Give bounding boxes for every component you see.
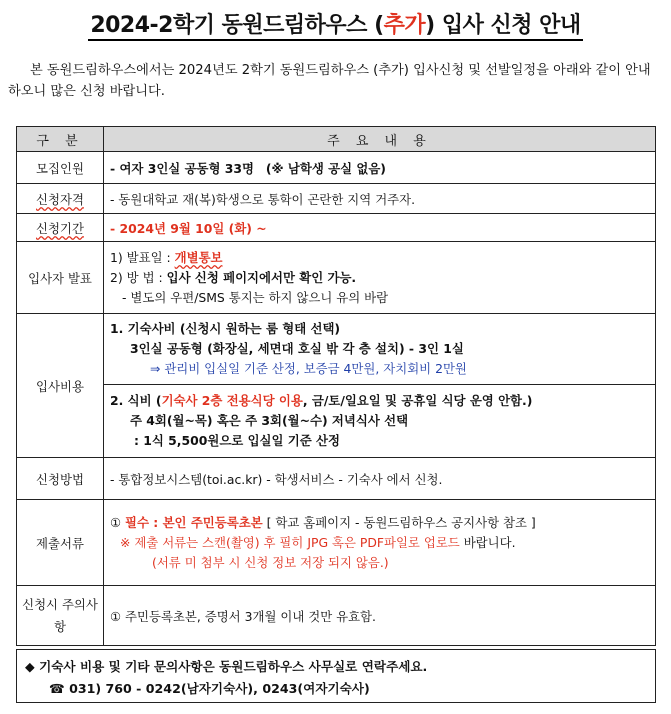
fee-item2-red: 기숙사 2층 전용식당 이용	[161, 393, 303, 408]
title-suffix: ) 입사 신청 안내	[425, 13, 581, 38]
title-prefix: 2024-2학기 동원드림하우스 (	[90, 13, 384, 38]
documents-upload-note: ※ 제출 서류는 스캔(촬영) 후 필히 JPG 혹은 PDF파일로 업로드	[120, 534, 460, 550]
recruit-note: (※ 남학생 공실 없음)	[265, 160, 386, 176]
contact-box	[16, 649, 656, 703]
announce-method-label: 2) 방 법 :	[110, 269, 167, 285]
fee-item1-note: ⇒ 관리비 입실일 기준 산정, 보증금 4만원, 자치회비 2만원	[150, 361, 467, 376]
announce-note: - 별도의 우편/SMS 통지는 하지 않으니 유의 바람	[122, 289, 389, 305]
row-value-announce	[104, 242, 656, 314]
recruit-main: - 여자 3인실 공동형 33명	[110, 160, 255, 176]
table-header-row	[17, 127, 656, 152]
table-row	[17, 458, 656, 500]
title-highlight: 추가	[383, 13, 426, 38]
table-row	[17, 586, 656, 646]
row-value-fee-dorm	[104, 314, 656, 385]
table-row	[17, 152, 656, 184]
row-value-fee-meal	[104, 385, 656, 458]
header-content: 주 요 내 용	[104, 127, 656, 152]
table-row	[17, 214, 656, 242]
table-row	[17, 184, 656, 214]
table-row	[17, 385, 656, 458]
contact-phone: ☎ 031) 760 - 0242(남자기숙사), 0243(여자기숙사)	[49, 681, 370, 696]
page-title	[0, 8, 671, 39]
table-row	[17, 242, 656, 314]
header-category: 구 분	[17, 127, 104, 152]
documents-required: 필수 : 본인 주민등록초본	[125, 514, 263, 530]
fee-item1-detail: 3인실 공동형 (화장실, 세면대 호실 밖 각 층 설치) - 3인 1실	[130, 341, 464, 356]
announce-date-value: 개별통보	[174, 249, 223, 265]
row-value-recruit	[104, 152, 656, 184]
contact-line1: ◆ 기숙사 비용 및 기타 문의사항은 동원드림하우스 사무실로 연락주세요.	[25, 659, 428, 674]
fee-item1-title: 1. 기숙사비 (신청시 원하는 룸 형태 선택)	[110, 321, 341, 336]
fee-item2-prefix: 2. 식비 (	[110, 393, 162, 408]
row-label-announce: 입사자 발표	[17, 242, 104, 314]
table-row	[17, 500, 656, 586]
fee-item2-line3: : 1식 5,500원으로 입실일 기준 산정	[134, 433, 341, 448]
row-label-qualification: 신청자격	[17, 184, 104, 214]
row-value-period: - 2024년 9월 10일 (화) ~	[104, 214, 656, 242]
row-label-recruit: 모집인원	[17, 152, 104, 184]
row-value-method: - 통합정보시스템(toi.ac.kr) - 학생서비스 - 기숙사 에서 신청.	[104, 458, 656, 500]
row-value-caution: ① 주민등록초본, 증명서 3개월 이내 것만 유효함.	[104, 586, 656, 646]
announce-method-value: 입사 신청 페이지에서만 확인 가능.	[166, 269, 357, 285]
info-table	[16, 126, 656, 646]
fee-item2-line2: 주 4회(월~목) 혹은 주 3회(월~수) 저녁식사 선택	[130, 413, 409, 428]
row-label-fee: 입사비용	[17, 314, 104, 458]
row-value-documents	[104, 500, 656, 586]
row-label-period: 신청기간	[17, 214, 104, 242]
fee-item2-suffix: , 금/토/일요일 및 공휴일 식당 운영 안함.)	[302, 393, 533, 408]
row-label-method: 신청방법	[17, 458, 104, 500]
row-label-documents: 제출서류	[17, 500, 104, 586]
documents-bullet: ①	[110, 514, 126, 530]
table-row	[17, 314, 656, 385]
row-value-qualification: - 동원대학교 재(복)학생으로 통학이 곤란한 지역 거주자.	[104, 184, 656, 214]
intro-paragraph: 본 동원드림하우스에서는 2024년도 2학기 동원드림하우스 (추가) 입사신청 및 선발일정을 아래와 같이 안내하오니 많은 신청 바랍니다.	[8, 63, 651, 99]
documents-warning: (서류 미 첨부 시 신청 정보 저장 되지 않음.)	[152, 554, 389, 570]
documents-upload-suffix: 바랍니다.	[459, 534, 516, 550]
row-label-caution: 신청시 주의사항	[17, 586, 104, 646]
documents-reference: [ 학교 홈페이지 - 동원드림하우스 공지사항 참조 ]	[262, 514, 536, 530]
announce-date-label: 1) 발표일 :	[110, 249, 175, 265]
